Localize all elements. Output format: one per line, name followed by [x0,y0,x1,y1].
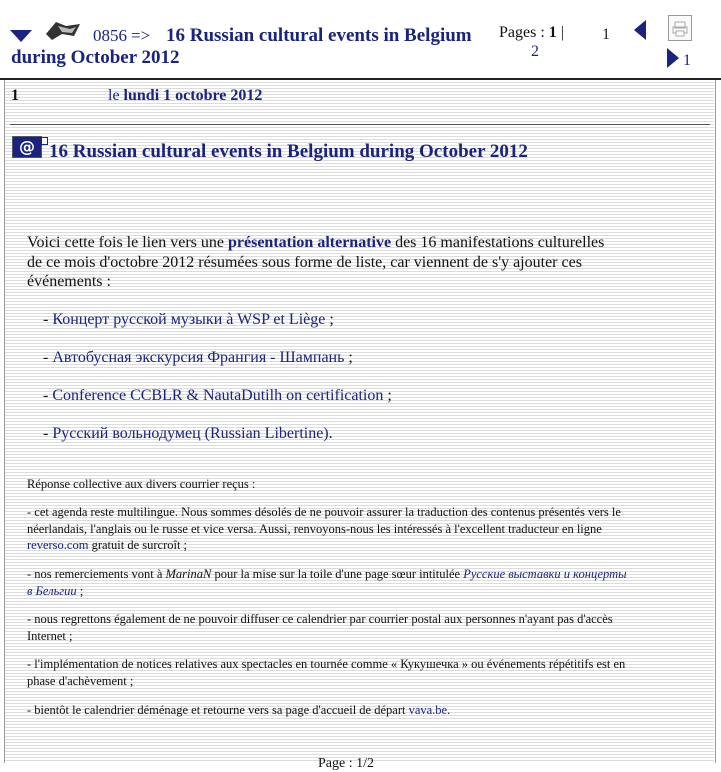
page-link-2[interactable]: 2 [531,43,539,60]
sister-page-link[interactable]: Русские выставки и концерты в Бельгии [27,567,627,598]
note-text: - nos remerciements vont à [27,567,166,581]
list-dash: - [43,387,53,404]
alternative-presentation-link[interactable]: présentation alternative [227,234,392,251]
doc-title: 16 Russian cultural events in Belgium during October 2012 [11,25,472,68]
list-item [43,348,353,368]
pages-prefix: Pages : [499,24,549,41]
list-dash: - [43,425,53,442]
pages-separator: | [556,24,564,41]
pages-current: 1 [548,24,557,41]
note-text: . [447,703,451,717]
page-link-1[interactable]: 1 [602,26,610,43]
list-item [43,310,334,330]
date-prefix: le [108,87,124,104]
pages-label [499,24,564,42]
reverso-link[interactable]: reverso.com [27,538,89,552]
at-mail-icon[interactable]: @ [12,136,42,158]
note-multilingual [27,504,632,554]
note-touring: - l'implémentation de notices relatives aux spectacles en tournée comme « Кукушечка » ou événements répétitifs est en phase d'achèvement ; [27,657,626,688]
event-link[interactable]: Conference CCBLR & NautaDutilh on certification [52,387,384,404]
note-text: - cet agenda reste multilingue. Nous sommes désolés de ne pouvoir assurer la traduction des contenus présentés vers le néerlandais, l'anglais ou le russe et vice versa. Aussi, renvoyons-nous les intéressés à l'excellent traducteur en ligne [27,505,621,536]
list-item [43,386,392,406]
doc-arrow: => [131,26,151,45]
list-tail: ; [344,349,353,366]
event-link[interactable]: Русский вольнодумец (Russian Libertine) [52,425,329,442]
note-moving [27,702,632,719]
list-item [43,424,333,444]
notes-heading: Réponse collective aux divers courrier reçus : [27,477,256,491]
list-tail: ; [325,311,334,328]
event-link[interactable]: Концерт русской музыки à WSP et Liège [52,311,326,328]
divider [10,124,710,125]
intro-after: des 16 manifestations culturelles de ce mois d'octobre 2012 résumées sous forme de liste, car viennent de s'y ajouter ces événements : [27,234,605,290]
list-dash: - [43,311,53,328]
note-thanks [27,566,632,599]
print-icon[interactable] [668,15,692,41]
article-title: 16 Russian cultural events in Belgium during October 2012 [49,141,528,162]
intro-before: Voici cette fois le lien vers une [27,234,228,251]
vava-link[interactable]: vava.be [408,703,448,717]
note-text: gratuit de surcroît ; [88,538,188,552]
entry-date [108,87,262,105]
next-arrow-icon[interactable] [667,48,679,68]
entry-number: 1 [11,87,19,104]
list-tail: ; [383,387,392,404]
header-bar [0,0,721,80]
next-page-label[interactable]: 1 [683,52,691,69]
date-value: lundi 1 octobre 2012 [123,87,263,104]
author-name: MarinaN [165,567,212,581]
note-text: ; [76,583,84,598]
page-footer: Page : 1/2 [318,756,374,771]
list-tail: . [328,425,333,442]
intro-paragraph [27,233,617,292]
note-text: pour la mise sur la toile d'une page sœur intitulée [211,567,464,581]
prev-arrow-icon[interactable] [634,20,646,40]
print-glyph-icon [669,16,691,40]
list-dash: - [43,349,53,366]
note-postal: - nous regrettons également de ne pouvoir diffuser ce calendrier par courrier postal aux personnes n'ayant pas d'accès Internet ; [27,612,613,643]
event-link[interactable]: Автобусная экскурсия Франгия - Шампань [52,349,345,366]
doc-number: 0856 [93,26,127,45]
note-text: - bientôt le calendrier déménage et retourne vers sa page d'accueil de départ [27,703,409,717]
